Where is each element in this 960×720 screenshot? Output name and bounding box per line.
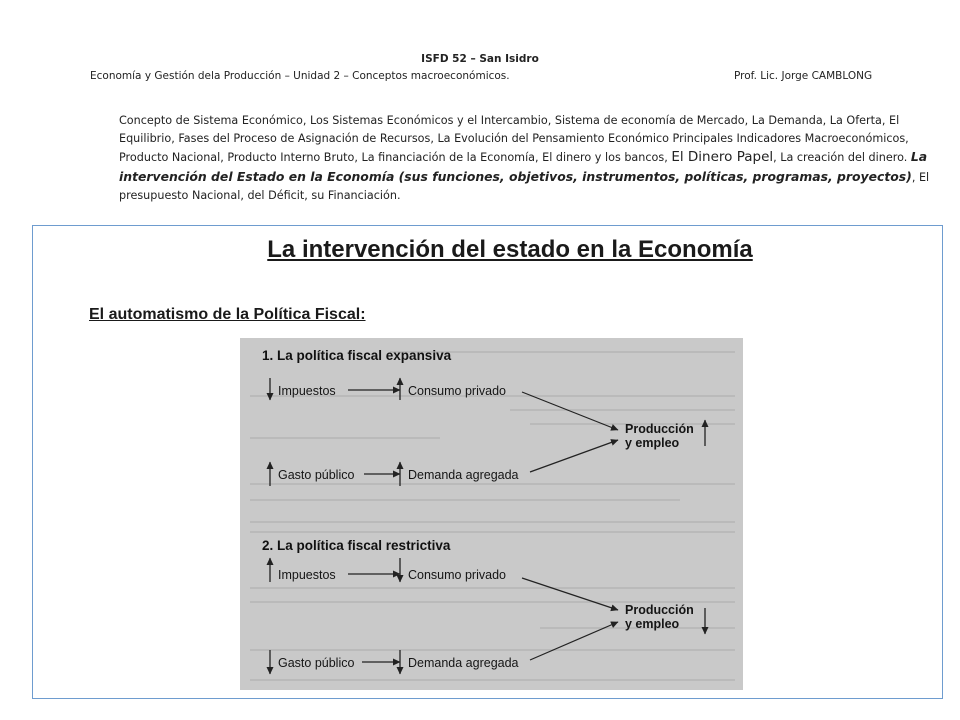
page-title: La intervención del estado en la Economía [267, 236, 753, 263]
restrictiva-consumo-label: Consumo privado [408, 568, 506, 582]
expansiva-demanda-to-result-arrow [530, 440, 618, 472]
expansiva-demanda-label: Demanda agregada [408, 468, 519, 482]
fiscal-policy-svg [240, 338, 743, 690]
section-title: El automatismo de la Política Fiscal: [89, 306, 366, 323]
expansiva-result-line1: Producción [625, 422, 694, 436]
topics-text-dinero-papel: El Dinero Papel [671, 149, 774, 166]
expansiva-impuestos-label: Impuestos [278, 384, 336, 398]
expansiva-consumo-label: Consumo privado [408, 384, 506, 398]
expansiva-heading: 1. La política fiscal expansiva [262, 348, 452, 363]
topics-text-highlight: La intervención del Estado en la Economía (sus funciones, objetivos, instrumentos, políticas, programas, proyectos) [119, 149, 928, 184]
restrictiva-consumo-to-result-arrow [522, 578, 618, 610]
expansiva-gasto-label: Gasto público [278, 468, 355, 482]
restrictiva-impuestos-label: Impuestos [278, 568, 336, 582]
author-name: Prof. Lic. Jorge CAMBLONG [734, 70, 873, 82]
course-subtitle: Economía y Gestión dela Producción – Unidad 2 – Conceptos macroeconómicos. [90, 70, 510, 82]
restrictiva-result-line1: Producción [625, 603, 694, 617]
topics-text-1: Concepto de Sistema Económico, Los Sistemas Económicos y el Intercambio, Sistema de economía de Mercado, La Demanda, La Oferta, El Equilibrio, Fases del Proceso de Asignación de Recursos, La Evolución del Pensamiento Económico Principales Indicadores Macroeconómicos, Producto Nacional, Producto Interno Bruto, La financiación de la Economía, El dinero y los bancos, [119, 114, 909, 165]
topics-text-3: , La creación del dinero. [773, 151, 911, 165]
institution-header: ISFD 52 – San Isidro [421, 53, 539, 65]
topics-text-5: , El presupuesto Nacional, del Déficit, su Financiación. [119, 170, 930, 202]
restrictiva-heading: 2. La política fiscal restrictiva [262, 538, 451, 553]
expansiva-result-line2: y empleo [625, 436, 680, 450]
restrictiva-demanda-label: Demanda agregada [408, 656, 519, 670]
restrictiva-result-line2: y empleo [625, 617, 680, 631]
topics-paragraph [119, 112, 939, 205]
restrictiva-gasto-label: Gasto público [278, 656, 355, 670]
fiscal-policy-diagram [240, 338, 743, 690]
